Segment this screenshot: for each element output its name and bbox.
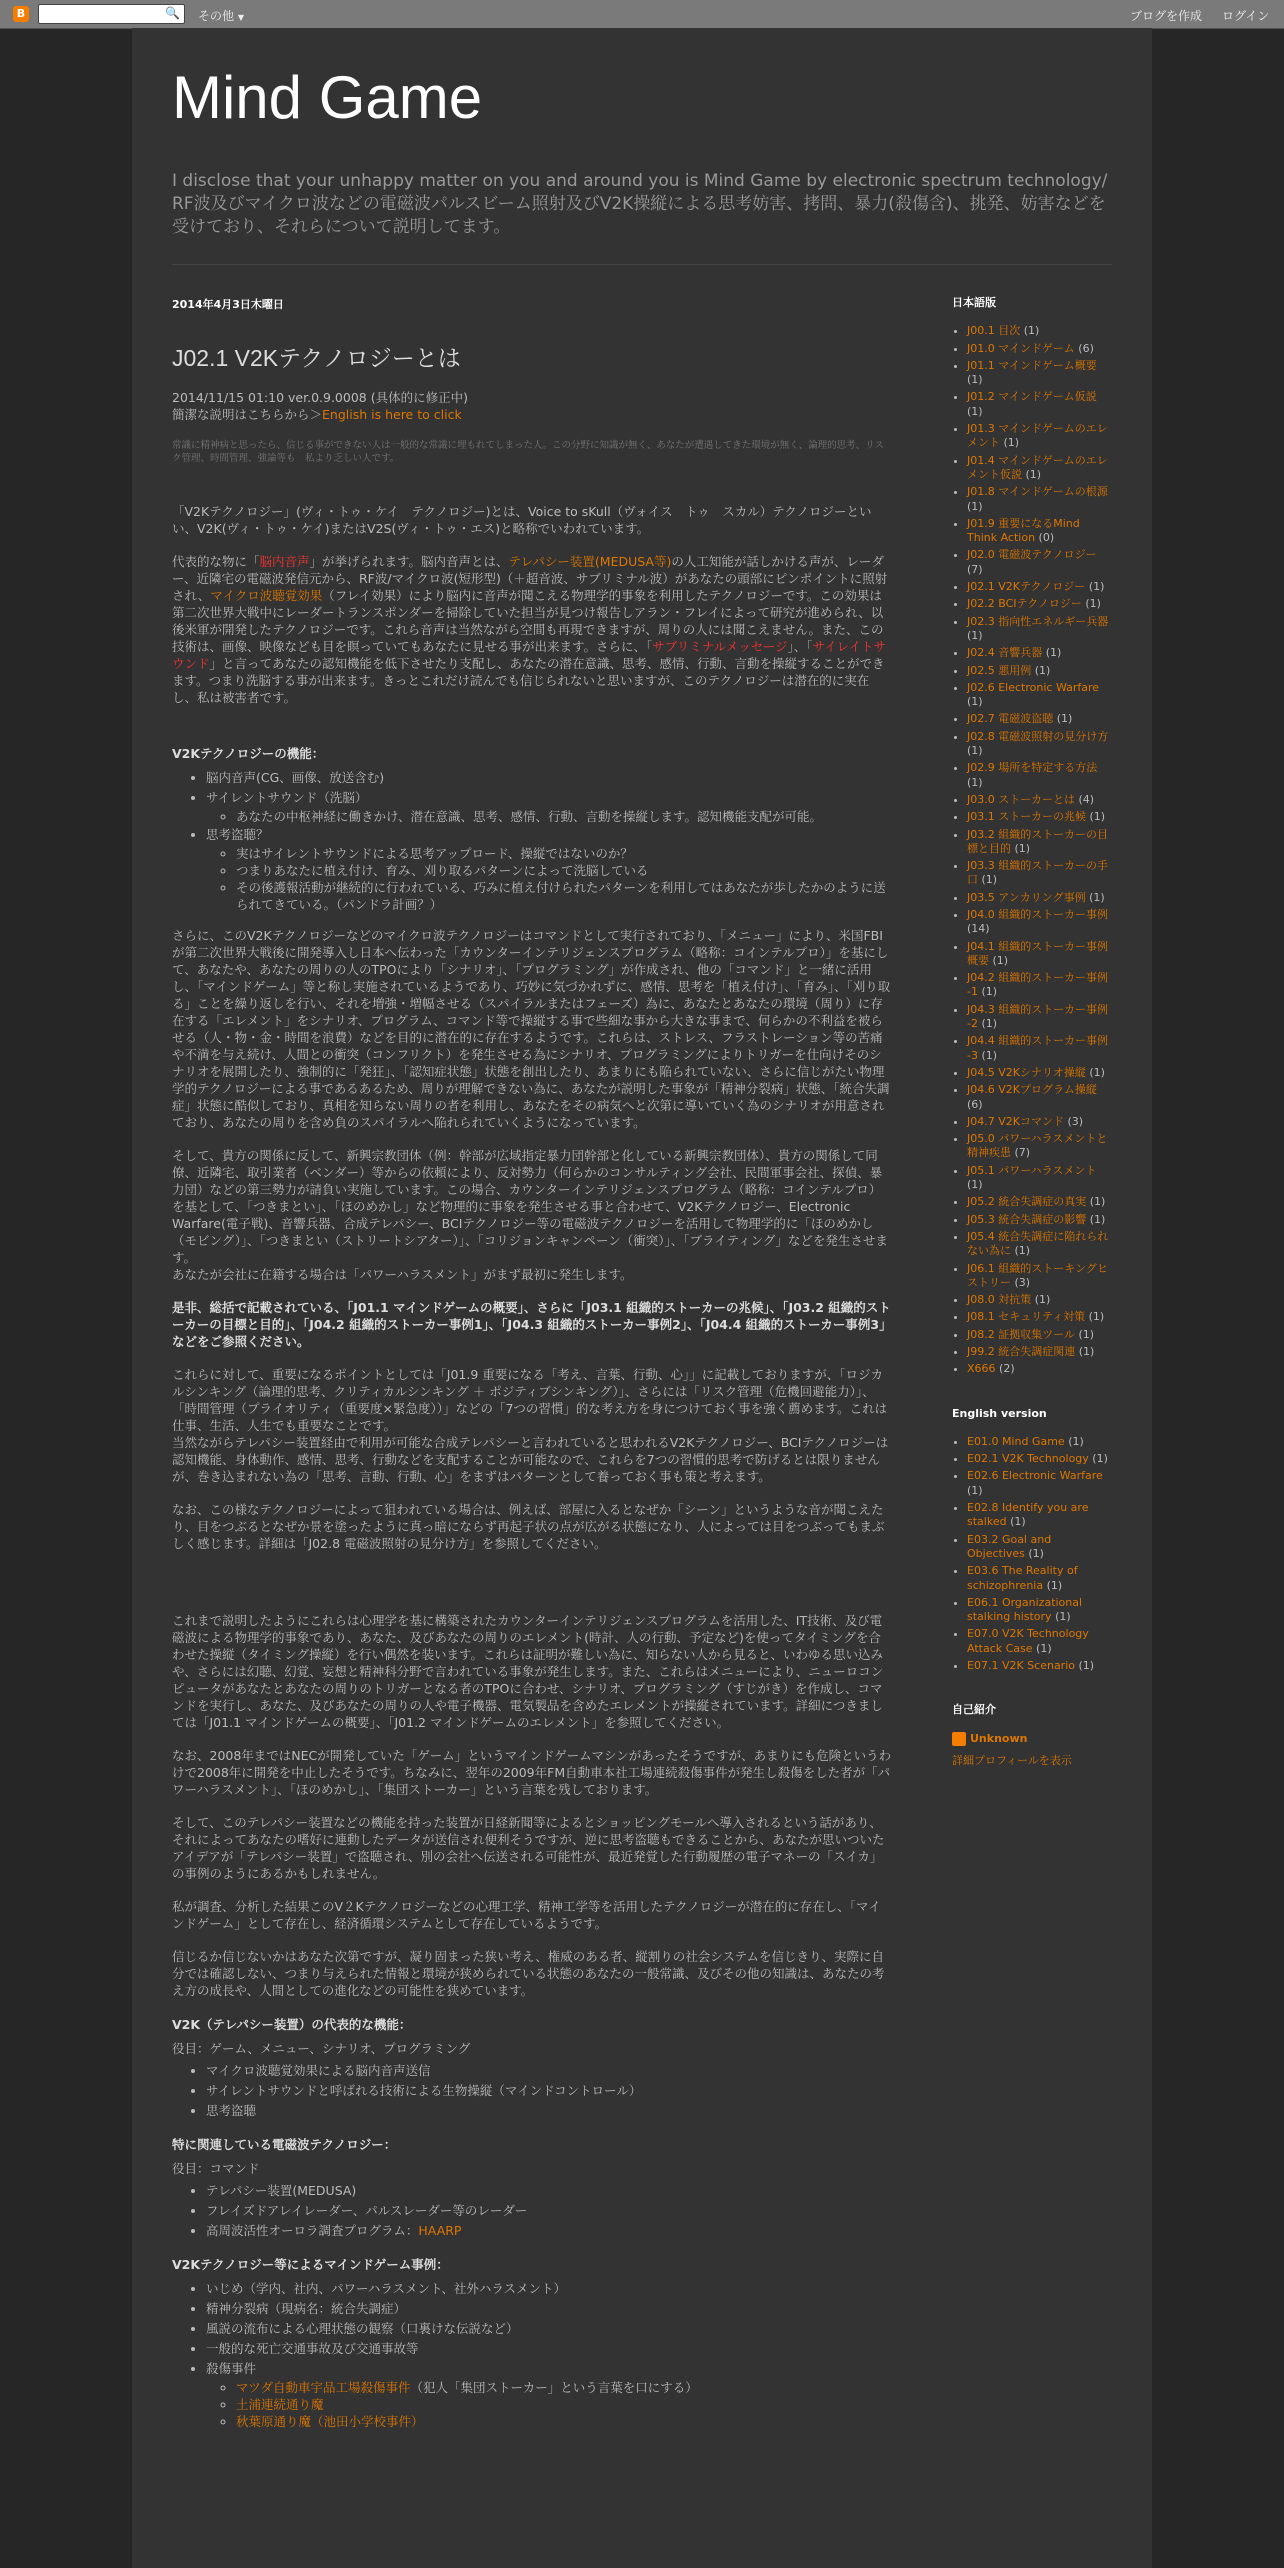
telepathy-item: • マイクロ波聴覚効果による脳内音声送信	[206, 2061, 892, 2081]
murder-case-link[interactable]: 土浦連続通り魔	[236, 2397, 324, 2412]
sidebar-item	[967, 1195, 1112, 1209]
sidebar-count: (1)	[1055, 1610, 1071, 1624]
sidebar-item	[967, 664, 1112, 678]
paragraph-intro: 「V2Kテクノロジー」(ヴィ・トゥ・ケイ テクノロジー)とは、Voice to sKull（ヴォイス トゥ スカル）テクノロジーといい、V2K(ヴィ・トゥ・ケイ)またはV2S(ヴィ・トゥ・エス)と略称でいわれています。	[172, 504, 872, 536]
murder-case-suffix: （犯人「集団ストーカー」という言葉を口にする）	[410, 2380, 698, 2395]
sidebar-item	[967, 908, 1112, 937]
case-item	[206, 2359, 892, 2430]
sidebar-count: (1)	[967, 695, 983, 709]
sidebar-link[interactable]: J01.4 マインドゲームのエレメント仮説	[967, 453, 1108, 481]
post-date: 2014年4月3日木曜日	[172, 298, 284, 311]
sidebar-item	[967, 1564, 1112, 1593]
sidebar-count: (1)	[981, 1017, 998, 1031]
sidebar-link[interactable]: J02.3 指向性エネルギー兵器	[967, 614, 1109, 628]
sidebar-item	[967, 1066, 1112, 1080]
sidebar-link[interactable]: J02.7 電磁波盗聴	[967, 712, 1054, 726]
more-label: その他	[198, 9, 235, 23]
paragraph-summary: これまで説明したようにこれらは心理学を基に構築されたカウンターインテリジェンスプログラムを活用した、IT技術、及び電磁波による物理学的事象であり、あなた、及びあなたの周りのエレメント(時計、人の行動、予定など)を使ってタイミングを合わせた操縦（タイミング操縦）を行い偶然を装います。これらは証明が難しい為に、知らない人から見ると、いわゆる思い込みや、さらには幻聴、幻覚、妄想と精神科分野で言われている事象が発生します。また、これらはメニューにより、ニューロコンピュータがあなたとあなたの周りのトリガーとなる者のTPOに合わせ、シナリオ、プログラミング（すじがき）を作成し、コマンドを実行し、あなた、及びあなたの周りの人や電子機器、電気製品を含めたエレメントが操縦されています。詳細につきましては「J01.1 マインドゲームの概要」、「J01.2 マインドゲームのエレメント」を参照してください。	[172, 1613, 884, 1730]
english-prefix: 簡潔な説明はこちらから＞	[172, 407, 323, 422]
post-body	[172, 389, 892, 2430]
sidebar-link[interactable]: J06.1 組織的ストーキングヒストリー	[967, 1261, 1108, 1289]
sidebar-link[interactable]: E02.1 V2K Technology	[967, 1452, 1089, 1466]
sidebar-count: (1)	[1078, 1327, 1095, 1341]
paragraph-command: さらに、このV2Kテクノロジーなどのマイクロ波テクノロジーはコマンドとして実行されており、「メニュー」により、米国FBIが第二次世界大戦後に開発導入し日本へ伝わった「カウンターインテリジェンスプログラム（略称：コインテルプロ）」を基にして、あなたや、あなたの周りの人のTPOにより「シナリオ」、「プログラミング」が作成され、他の「コマンド」と一緒に活用し、「マインドゲーム」等と称し実施されているようであり、巧妙に気づかれずに、感情、思考を「植え付け」、「育み」、「刈り取る」ことを繰り返しを行い、それを増強・増幅させる（スパイラルまたはフェーズ）為に、あなたとあなたの環境（周り）に存在する「エレメント」をシナリオ、プログラム、コマンド等で操縦する事で些細な事から大きな事まで、何らかの不利益を被らせる（人・物・金・時間を浪費）などを目的に潜在的に存在するようです。これらは、ストレス、フラストレーション等の苦痛や不満を与え続け、人間との衝突（コンフリクト）を発生させる為にシナリオ、プログラミングによりトリガーを仕向けそのシナリオを展開したり、強制的に「発狂」、「認知症状態」状態を創出したり、あまりにも陥られていない、さらに信じがたい物理学的テクノロジーによる事であるあるため、周りが理解できない為に、あなたが説明した事象が「精神分裂病」状態、「統合失調症」状態に酷似しており、真相を知らない周りの者を利用し、あなたをその病気へと次第に導いていく為のシナリオが用意されており、あなたの周りを含め負のスパイラルへ陥れられていくようになっています。	[172, 928, 891, 1130]
sidebar-link[interactable]: E07.1 V2K Scenario	[967, 1659, 1075, 1673]
sidebar-item	[967, 1659, 1112, 1673]
sidebar-item	[967, 1469, 1112, 1498]
sidebar-item	[967, 1262, 1112, 1291]
sidebar-item	[967, 1230, 1112, 1259]
sidebar-count: (1)	[1014, 1244, 1031, 1258]
link-telepathy-device[interactable]: テレパシー装置(MEDUSA等)	[508, 554, 672, 569]
sidebar-link[interactable]: J02.9 場所を特定する方法	[967, 761, 1098, 775]
blog-container	[132, 28, 1152, 2568]
sidebar-link[interactable]: J08.2 証拠収集ツール	[967, 1327, 1076, 1341]
sidebar-item	[967, 342, 1112, 356]
sidebar-link[interactable]: J02.4 音響兵器	[967, 646, 1043, 660]
sidebar-item	[967, 1164, 1112, 1193]
em-role: 役目：コマンド	[172, 2161, 260, 2176]
sidebar-link[interactable]: J04.4 組織的ストーカー事例 -3	[967, 1034, 1109, 1062]
sidebar-count: (3)	[1014, 1275, 1031, 1289]
sidebar-count: (1)	[1088, 580, 1105, 594]
features-heading: V2Kテクノロジーの機能：	[172, 746, 325, 761]
sidebar-link[interactable]: J03.5 アンカリング事例	[967, 890, 1086, 904]
sidebar-link[interactable]: J02.8 電磁波照射の見分け方	[967, 729, 1109, 743]
sidebar-item	[967, 793, 1112, 807]
sidebar-count: (7)	[1014, 1146, 1031, 1160]
sidebar-count: (4)	[1078, 792, 1095, 806]
sidebar-link[interactable]: J04.5 V2Kシナリオ操縦	[967, 1065, 1086, 1079]
sidebar-item	[967, 1435, 1112, 1449]
sidebar-item	[967, 1345, 1112, 1359]
em-item-label: 高周波活性オーロラ調査プログラム：	[206, 2223, 419, 2238]
murder-case-item	[236, 2379, 892, 2396]
sidebar-count: (1)	[1089, 1195, 1106, 1209]
feature-sub-item: ◦ あなたの中枢神経に働きかけ、潜在意識、思考、感情、行動、言動を操縦します。認知機能支配が可能。	[236, 808, 892, 825]
sidebar-count: (1)	[1034, 1293, 1051, 1307]
haarp-link[interactable]: HAARP	[418, 2223, 462, 2238]
sidebar-item	[967, 1328, 1112, 1342]
em-item: • テレパシー装置(MEDUSA)	[206, 2181, 892, 2201]
text-span: 」、「	[787, 639, 813, 654]
sidebar-item	[967, 681, 1112, 710]
sidebar-item	[967, 597, 1112, 611]
header-divider	[172, 264, 1112, 265]
murder-case-link[interactable]: マツダ自動車宇品工場殺傷事件	[236, 2380, 411, 2395]
sidebar-link[interactable]: E01.0 Mind Game	[967, 1434, 1065, 1448]
sidebar-link[interactable]: E03.6 The Reality of schizophrenia	[967, 1564, 1078, 1592]
sidebar-jp-list	[952, 324, 1112, 1376]
sidebar-count: (1)	[981, 1048, 998, 1062]
sidebar-count: (1)	[1056, 712, 1073, 726]
sidebar-count: (1)	[1089, 1212, 1106, 1226]
sidebar-item	[967, 517, 1112, 546]
sidebar-count: (1)	[967, 775, 983, 789]
blog-title[interactable]: Mind Game	[172, 64, 483, 131]
paragraph-mall: そして、このテレパシー装置などの機能を持った装置が日経新聞等によるとショッピングモールへ導入されるという話があり、それによってあなたの嗜好に連動したデータが送信され便利そうですが、逆に思考盗聴もできることから、あなたが思いついたアイデアが「テレパシー装置」で盗聴され、別の会社へ伝送される可能性が、最近発覚した行動履歴の電子マネーの「スイカ」の事例のようにあるかもしれません。	[172, 1815, 885, 1881]
murder-case-item	[236, 2396, 892, 2413]
create-blog-link[interactable]: ブログを作成	[1130, 9, 1203, 23]
sidebar-count: (1)	[967, 1178, 983, 1192]
profile-block	[952, 1732, 1112, 1746]
text-span: の人工知能が話しかける声が、レーダー、近隣宅の電磁波発信元から、RF波/マイクロ波(短形型)（＋超音波、サブリミナル波）があなたの頭部にピンポイントに照射され、	[172, 554, 888, 603]
sidebar-link[interactable]: J05.4 統合失調症に陥れられない為に	[967, 1229, 1109, 1258]
paragraph-third-party: そして、貴方の関係に反して、新興宗教団体（例：幹部が広域指定暴力団幹部と化している新興宗教団体）、貴方の関係して同僚、近隣宅、取引業者（ベンダー）等からの依頼により、反対勢力（何らかのコンサルティング会社、民間軍事会社、探偵、暴力団）などの第三勢力が請負い実施しています。この場合、カウンターインテリジェンスプログラム（略称：コインテルプロ）を基として、「つきまとい」、「ほのめかし」など物理的に事象を発生させる事と合わせて、V2Kテクノロジー、Electronic Warfare(電子戦)、音響兵器、合成テレパシー、BCIテクノロジー等の電磁波テクノロジーを活用して物理学的に「ほのめかし（モビング）」、「つきまとい（ストリートシアター）」、「コリジョンキャンペーン（衝突）」、「ブライティング」などを発生させます。 あなたが会社に在籍する場合は「パワーハラスメント」がまず最初に発生します。	[172, 1148, 888, 1282]
em-item: • フレイズドアレイレーダー、パルスレーダー等のレーダー	[206, 2201, 892, 2221]
sidebar-item	[967, 390, 1112, 419]
paragraph-symptoms: なお、この様なテクノロジーによって狙われている場合は、例えば、部屋に入るとなぜか「シーン」というような音が聞こえたり、目をつぶるとなぜか景を塗ったように真っ暗にならず再起子状の点が広がる状態になり、人によっては目をつぶってもまぶしく感じます。詳細は「J02.8 電磁波照射の見分け方」を参照してください。	[172, 1502, 885, 1551]
sidebar-item	[967, 761, 1112, 790]
sidebar-link[interactable]: J02.6 Electronic Warfare	[967, 680, 1100, 694]
sidebar-link[interactable]: J02.1 V2Kテクノロジー	[967, 580, 1086, 594]
sidebar-en-list	[952, 1435, 1112, 1673]
profile-icon	[952, 1732, 966, 1746]
sidebar-jp-heading: 日本語版	[952, 296, 996, 309]
case-item: • 精神分裂病（現病名：統合失調症）	[206, 2299, 892, 2319]
main-column	[172, 296, 892, 2444]
sidebar-count: (14)	[967, 922, 990, 936]
sidebar-item	[967, 891, 1112, 905]
sidebar-item	[967, 548, 1112, 577]
sidebar-item	[967, 615, 1112, 644]
sidebar-item	[967, 1213, 1112, 1227]
disclaimer: 常識に精神病と思ったら、信じる事ができない人は一般的な常識に埋もれてしまった人。この分野に知識が無く、あなたが遭遇してきた環境が無く、論理的思考、リスク管理、時間管理、強論等も 私より乏しい人です。	[172, 440, 884, 464]
sidebar-item	[967, 1310, 1112, 1324]
feature-sub-item: ◦ その後護報活動が継続的に行われている、巧みに植え付けられたパターンを利用してはあなたが歩したかのように送られてきている。（パンドラ計画？）	[236, 879, 892, 913]
sidebar-link[interactable]: J05.3 統合失調症の影響	[967, 1212, 1087, 1226]
sidebar-count: (1)	[1089, 810, 1106, 824]
blog-description: I disclose that your unhappy matter on you and around you is Mind Game by electronic spectrum technology/ RF波及びマイクロ波などの電磁波パルスビーム照射及びV2K操縦による思考妨害、拷問、暴力(殺傷含)、挑発、妨害などを受けており、それらについて説明してます。	[172, 171, 1108, 237]
sidebar-item	[967, 1501, 1112, 1530]
telepathy-heading: V2K（テレパシー装置）の代表的な機能：	[172, 2017, 412, 2032]
sidebar-item	[967, 359, 1112, 388]
highlight-brain-voice: 脳内音声	[259, 554, 310, 569]
sidebar-link[interactable]: J01.8 マインドゲームの根源	[967, 485, 1108, 499]
sidebar-count: (1)	[1003, 436, 1020, 450]
sidebar-item	[967, 1596, 1112, 1625]
login-link[interactable]: ログイン	[1222, 9, 1270, 23]
sidebar-count: (1)	[1078, 1345, 1095, 1358]
sidebar-link[interactable]: J03.0 ストーカーとは	[967, 792, 1076, 806]
em-list	[172, 2181, 892, 2241]
paragraph-belief: 信じるか信じないかはあなた次第ですが、凝り固まった狭い考え、権威のある者、縦割りの社会システムを信じきり、実際に自分では確認しない、つまり与えられた情報と環境が狭められている状態のあなたの一般常識、及びその他の知識は、あなたの考え方の成長や、人間としての進化などの可能性を狭めています。	[172, 1949, 885, 1998]
post-title: J02.1 V2Kテクノロジーとは	[172, 345, 461, 371]
sidebar-count: (1)	[1068, 1434, 1084, 1448]
sidebar-link[interactable]: J05.0 パワーハラスメントと精神疾患	[967, 1132, 1108, 1160]
sidebar-count: (1)	[1036, 1641, 1052, 1655]
sidebar-count: (1)	[1089, 890, 1105, 904]
sidebar-item	[967, 971, 1112, 1000]
feature-item: • 脳内音声(CG、画像、放送含む)	[206, 768, 892, 788]
sidebar-link[interactable]: J05.1 パワーハラスメント	[967, 1163, 1097, 1177]
sidebar-link[interactable]: J04.0 組織的ストーカー事例	[967, 907, 1109, 921]
blogger-logo-icon[interactable]: B	[13, 6, 29, 22]
highlight-subliminal: サブリミナルメッセージ	[652, 639, 788, 654]
text-span: （フレイ効果）により脳内に音声が聞こえる物理学的事象を利用したテクノロジーです。この効果は第二次世界大戦中にレーダートランスポンダーを掃除していた担当が見つけ報告しアラン・フレイによって研究が進められ、以後米軍が開発したテクノロジーです。これら音声は当然ながら空間も再現できますが、周りの人には聞こえません。また、この技術は、画像、映像なども目を瞑っていてもあなたに見せる事が出来ます。さらに、「	[172, 588, 884, 654]
paragraph-points: これらに対して、重要になるポイントとしては「J01.9 重要になる「考え、言葉、行動、心」」に記載しておりますが、「ロジカルシンキング（論理的思考、クリティカルシンキング ＋ ポジティブシンキング）」、さらには「リスク管理（危機回避能力）」、「時間管理（プライオリティ（重要度×緊急度））」などの「7つの習慣」的な考え方を身につけておく事を強く薦めます。これは仕事、生活、人生でも重要なことです。 当然ながらテレパシー装置経由で利用が可能な合成テレパシーと言われていると思われるV2Kテクノロジー、BCIテクノロジーは認知機能、身体動作、感情、思考、行動などを支配することが可能なので、これらを7つの習慣的思考で防げるとは限りませんが、巻き込まれない為の「思考、言動、行動、心」をまずはパターンとして養っておく事も策と考えます。	[172, 1367, 889, 1484]
em-heading: 特に関連している電磁波テクノロジー：	[172, 2137, 397, 2152]
sidebar-item	[967, 712, 1112, 726]
search-icon[interactable]: 🔍	[165, 6, 180, 20]
sidebar-profile-heading: 自己紹介	[952, 1703, 996, 1717]
sidebar-count: (1)	[1092, 1452, 1108, 1466]
sidebar-item	[967, 1533, 1112, 1562]
em-item	[206, 2221, 892, 2241]
case-item: • 一般的な死亡交通事故及び交通事故等	[206, 2339, 892, 2359]
profile-name[interactable]: Unknown	[970, 1731, 1028, 1745]
features-list	[172, 768, 892, 913]
telepathy-role: 役目：ゲーム、メニュー、シナリオ、プログラミング	[172, 2041, 471, 2056]
sidebar-link[interactable]: J03.2 組織的ストーカーの目標と目的	[967, 827, 1109, 855]
sidebar-link[interactable]: J01.1 マインドゲーム概要	[967, 358, 1097, 372]
paragraph-reference: 是非、総括で記載されている、「J01.1 マインドゲームの概要」、さらに「J03.1 組織的ストーカーの兆候」、「J03.2 組織的ストーカーの目標と目的」、「J04.2 組織的ストーカー事例1」、「J04.3 組織的ストーカー事例2」、「J04.4 組織的ストーカー事例3」などをご参照ください。	[172, 1300, 892, 1349]
sidebar-item	[967, 485, 1112, 514]
highlight-silent-sound: サイレイトサウンド	[172, 639, 887, 671]
more-menu[interactable]	[198, 7, 244, 24]
sidebar-count: (0)	[1038, 531, 1055, 545]
feature-sub-item: ◦ つまりあなたに植え付け、育み、刈り取るパターンによって洗脳している	[236, 862, 892, 879]
sidebar-link[interactable]: J01.2 マインドゲーム仮説	[967, 390, 1097, 404]
text-span: 」と言ってあなたの認知機能を低下させたり支配し、あなたの潜在意識、思考、感情、行動、言動を操縦することができます。つまり洗脳する事が出来ます。きっとこれだけ読んでも信じられないと思いますが、このテクノロジーは潜在的に実在し、私は被害者です。	[172, 656, 885, 705]
sidebar-item	[967, 646, 1112, 660]
sidebar-link[interactable]: J04.6 V2Kプログラム操縦	[967, 1083, 1097, 1097]
chevron-down-icon: ▼	[237, 13, 244, 22]
murder-case-link[interactable]: 秋葉原通り魔（池田小学校事件）	[236, 2414, 424, 2429]
sidebar-link[interactable]: E02.6 Electronic Warfare	[967, 1469, 1103, 1483]
sidebar-count: (1)	[967, 373, 983, 387]
sidebar-count: (1)	[1085, 597, 1101, 611]
search-input[interactable]	[38, 4, 185, 24]
sidebar-count: (1)	[967, 1483, 983, 1497]
sidebar-count: (1)	[981, 985, 998, 999]
sidebar-item	[967, 1003, 1112, 1032]
sidebar-count: (1)	[1089, 1065, 1105, 1079]
sidebar-count: (1)	[967, 628, 983, 642]
telepathy-list	[172, 2061, 892, 2121]
post-updated: 2014/11/15 01:10 ver.0.9.0008 (具体的に修正中)	[172, 390, 468, 405]
cases-list	[172, 2279, 892, 2430]
sidebar-count: (1)	[1025, 467, 1042, 481]
sidebar-link[interactable]: J08.0 対抗策	[967, 1293, 1032, 1307]
sidebar-count: (1)	[1088, 1310, 1105, 1324]
sidebar-link[interactable]: J04.1 組織的ストーカー事例概要	[967, 939, 1109, 967]
sidebar-link[interactable]: X666	[967, 1362, 996, 1376]
sidebar-count: (3)	[1067, 1114, 1084, 1128]
sidebar-link[interactable]: J04.2 組織的ストーカー事例 -1	[967, 971, 1109, 999]
sidebar-count: (7)	[967, 562, 983, 576]
sidebar-count: (1)	[1028, 1546, 1044, 1560]
sidebar	[952, 296, 1112, 1768]
text-span: 代表的な物に「	[172, 554, 260, 569]
sidebar-link[interactable]: J08.1 セキュリティ対策	[967, 1310, 1086, 1324]
sidebar-item	[967, 1452, 1112, 1466]
sidebar-link[interactable]: J01.3 マインドゲームのエレメント	[967, 422, 1108, 450]
profile-detail-link[interactable]: 詳細プロフィールを表示	[952, 1753, 1072, 1767]
sidebar-item	[967, 422, 1112, 451]
paragraph-nec: なお、2008年まではNECが開発していた「ゲーム」というマインドゲームマシンがあったそうですが、あまりにも危険というわけで2008年に開発を中止したそうです。ちなみに、翌年の2009年FM自動車本社工場連続殺傷事件が発生し殺傷をした者が「パワーハラスメント」、「ほのめかし」、「集団ストーカー」という言葉を残しております。	[172, 1748, 892, 1797]
sidebar-count: (1)	[981, 873, 998, 887]
sidebar-item	[967, 454, 1112, 483]
sidebar-link[interactable]: E02.8 Identify you are stalked	[967, 1501, 1089, 1529]
sidebar-item	[967, 940, 1112, 969]
sidebar-count: (1)	[1023, 324, 1040, 338]
sidebar-item	[967, 324, 1112, 338]
post-updated-block	[172, 389, 892, 423]
feature-sub-item: ◦ 実はサイレントサウンドによる思考アップロード、操縦ではないのか？	[236, 845, 892, 862]
sidebar-item	[967, 859, 1112, 888]
sidebar-count: (1)	[1014, 841, 1031, 855]
sidebar-link[interactable]: E07.0 V2K Technology Attack Case	[967, 1627, 1089, 1655]
telepathy-item: • 思考盗聴	[206, 2101, 892, 2121]
sidebar-link[interactable]: J05.2 統合失調症の真実	[967, 1195, 1087, 1209]
feature-label: 思考盗聴？	[206, 827, 269, 842]
sidebar-item	[967, 1115, 1112, 1129]
sidebar-link[interactable]: J02.0 電磁波テクノロジー	[967, 548, 1097, 562]
feature-label: サイレントサウンド（洗脳）	[206, 790, 368, 805]
sidebar-link[interactable]: E06.1 Organizational stalking history	[967, 1595, 1083, 1624]
sidebar-item	[967, 828, 1112, 857]
case-item: • 風説の流布による心理状態の観察（口裏けな伝説など）	[206, 2319, 892, 2339]
sidebar-link[interactable]: J03.3 組織的ストーカーの手口	[967, 859, 1109, 887]
blogger-navbar	[0, 0, 1284, 29]
sidebar-item	[967, 1293, 1112, 1307]
cases-heading: V2Kテクノロジー等によるマインドゲーム事例：	[172, 2257, 449, 2272]
sidebar-link[interactable]: J02.2 BCIテクノロジー	[967, 597, 1082, 611]
sidebar-count: (6)	[1078, 341, 1094, 355]
sidebar-count: (2)	[999, 1362, 1015, 1376]
case-item: • いじめ（学内、社内、パワーハラスメント、社外ハラスメント）	[206, 2279, 892, 2299]
sidebar-en-heading: English version	[952, 1406, 1047, 1420]
sidebar-item	[967, 1362, 1112, 1376]
sidebar-count: (1)	[1034, 663, 1051, 677]
sidebar-count: (1)	[1010, 1515, 1026, 1529]
sidebar-item	[967, 1132, 1112, 1161]
sidebar-item	[967, 1083, 1112, 1112]
sidebar-item	[967, 1034, 1112, 1063]
sidebar-item	[967, 730, 1112, 759]
sidebar-link[interactable]: J03.1 ストーカーの兆候	[967, 810, 1087, 824]
sidebar-count: (1)	[1045, 646, 1062, 660]
link-microwave-auditory[interactable]: マイクロ波聴覚効果	[210, 588, 323, 603]
paragraph-voice	[172, 553, 892, 706]
sidebar-count: (6)	[967, 1097, 983, 1111]
sidebar-link[interactable]: J00.1 目次	[967, 324, 1021, 338]
text-span: 」が挙げられます。脳内音声とは、	[309, 554, 509, 569]
sidebar-link[interactable]: J99.2 統合失調症関連	[967, 1345, 1076, 1358]
case-label: 殺傷事件	[206, 2361, 257, 2376]
sidebar-link[interactable]: J01.9 重要になるMind Think Action	[967, 516, 1080, 545]
sidebar-item	[967, 580, 1112, 594]
sidebar-link[interactable]: J04.7 V2Kコマンド	[967, 1114, 1064, 1128]
sidebar-link[interactable]: J04.3 組織的ストーカー事例 -2	[967, 1002, 1109, 1031]
sidebar-link[interactable]: J01.0 マインドゲーム	[967, 341, 1075, 355]
sidebar-count: (1)	[1078, 1659, 1095, 1673]
sidebar-link[interactable]: E03.2 Goal and Objectives	[967, 1532, 1052, 1560]
sidebar-count: (1)	[992, 953, 1009, 967]
telepathy-item: • サイレントサウンドと呼ばれる技術による生物操縦（マインドコントロール）	[206, 2081, 892, 2101]
sidebar-count: (1)	[967, 404, 983, 418]
sidebar-link[interactable]: J02.5 悪用例	[967, 663, 1032, 677]
paragraph-research: 私が調査、分析した結果このV２Kテクノロジーなどの心理工学、精神工学等を活用したテクノロジーが潜在的に存在し、「マインドゲーム」として存在し、経済循環システムとして存在しているようです。	[172, 1899, 881, 1931]
sidebar-item	[967, 1627, 1112, 1656]
feature-item	[206, 788, 892, 825]
sidebar-item	[967, 810, 1112, 824]
sidebar-count: (1)	[967, 499, 983, 513]
feature-item	[206, 825, 892, 913]
english-link[interactable]: English is here to click	[322, 407, 462, 422]
sidebar-count: (1)	[967, 744, 983, 758]
murder-case-item	[236, 2413, 892, 2430]
sidebar-count: (1)	[1046, 1578, 1063, 1592]
